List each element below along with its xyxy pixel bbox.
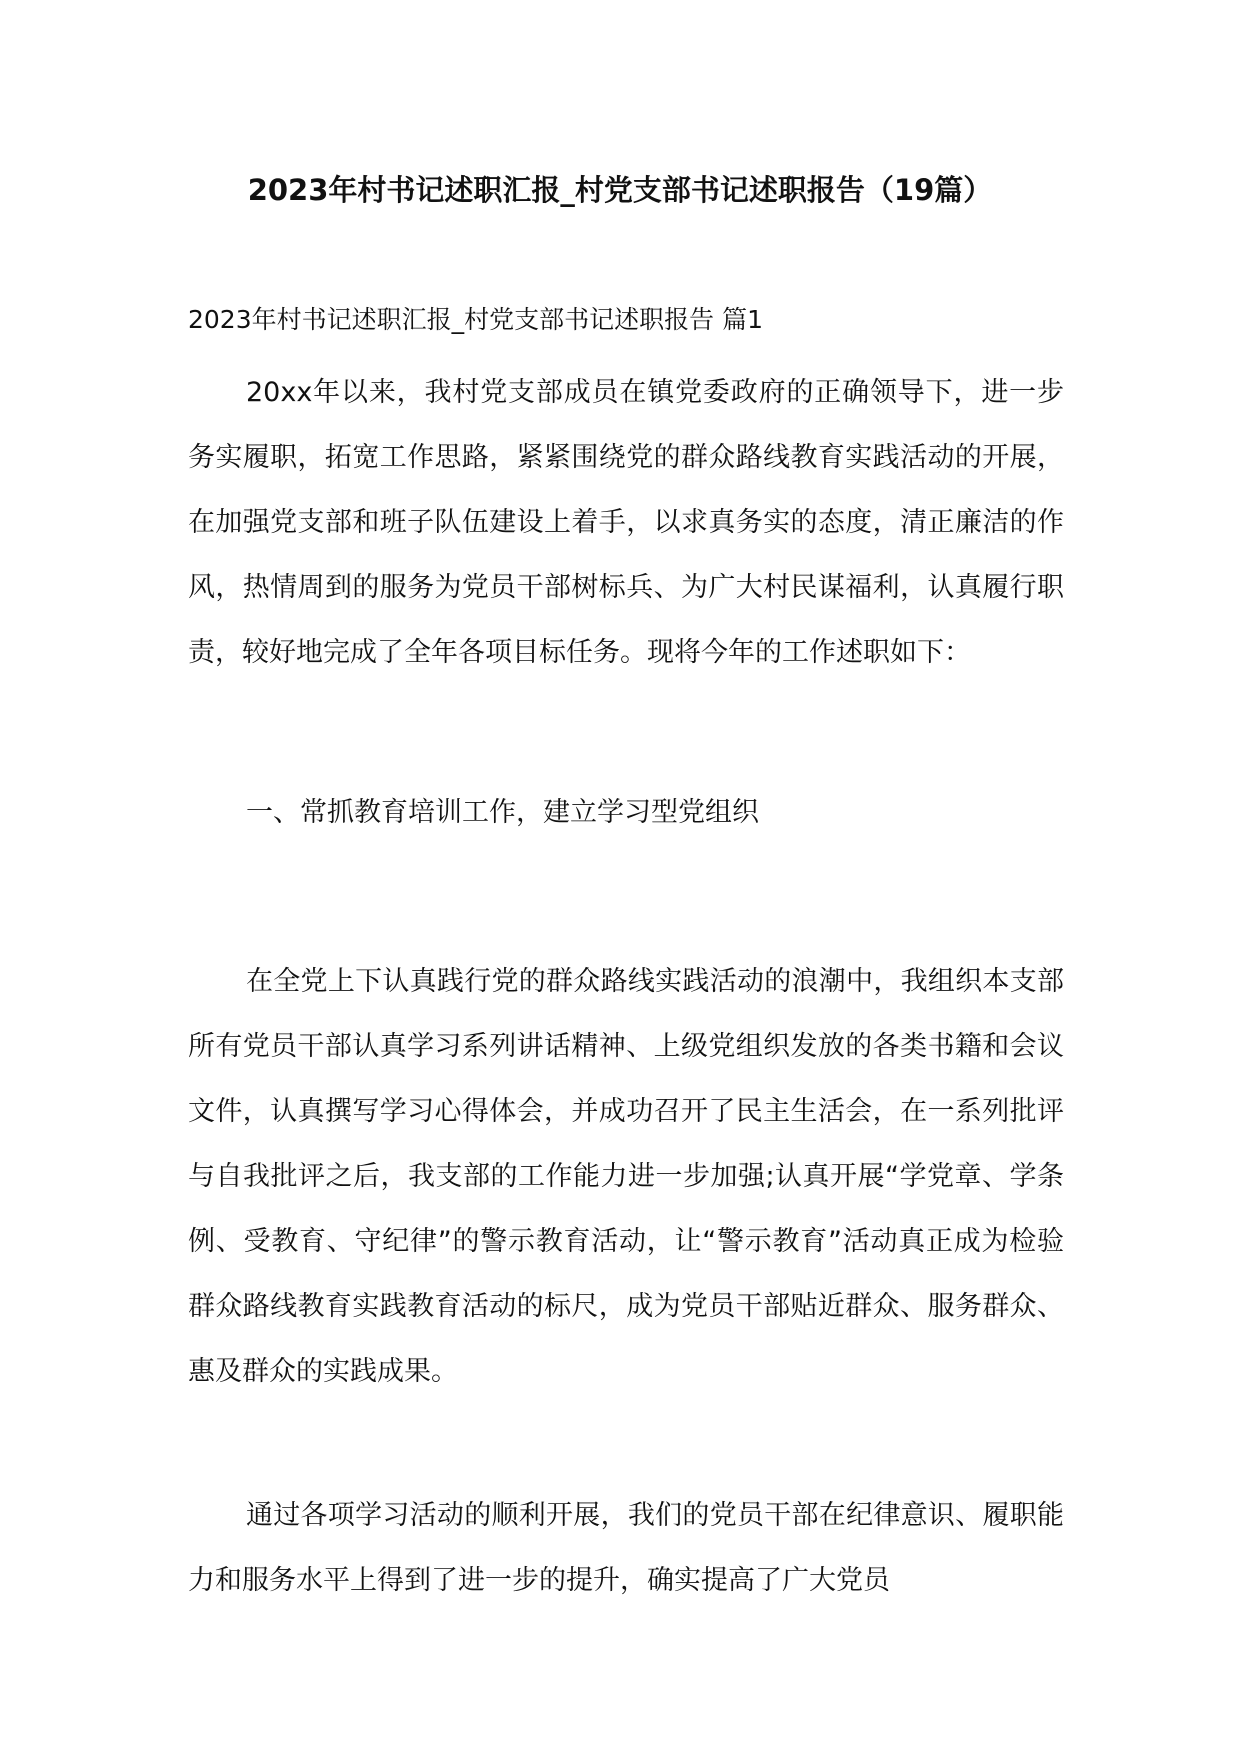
- document-title: 2023年村书记述职汇报_村党支部书记述职报告（19篇）: [247, 173, 993, 207]
- paragraph-heading-one: 一、常抓教育培训工作，建立学习型党组织: [246, 797, 759, 828]
- section-title: 2023年村书记述职汇报_村党支部书记述职报告 篇1: [188, 305, 763, 334]
- paragraph-education: 在全党上下认真践行党的群众路线实践活动的浪潮中，我组织本支部所有党员干部认真学习系列讲话精神、上级党组织发放的各类书籍和会议文件，认真撰写学习心得体会，并成功召开了民主生活会，在一系列批评与自我批评之后，我支部的工作能力进一步加强;认真开展“学党章、学条例、受教育、守纪律”的警示教育活动，让“警示教育”活动真正成为检验群众路线教育实践教育活动的标尺，成为党员干部贴近群众、服务群众、惠及群众的实践成果。: [188, 966, 1064, 1387]
- paragraph-results: 通过各项学习活动的顺利开展，我们的党员干部在纪律意识、履职能力和服务水平上得到了进一步的提升，确实提高了广大党员: [188, 1500, 1064, 1596]
- paragraph-intro: 20xx年以来，我村党支部成员在镇党委政府的正确领导下，进一步务实履职，拓宽工作思路，紧紧围绕党的群众路线教育实践活动的开展，在加强党支部和班子队伍建设上着手，以求真务实的态度，清正廉洁的作风，热情周到的服务为党员干部树标兵、为广大村民谋福利，认真履行职责，较好地完成了全年各项目标任务。现将今年的工作述职如下：: [188, 377, 1064, 668]
